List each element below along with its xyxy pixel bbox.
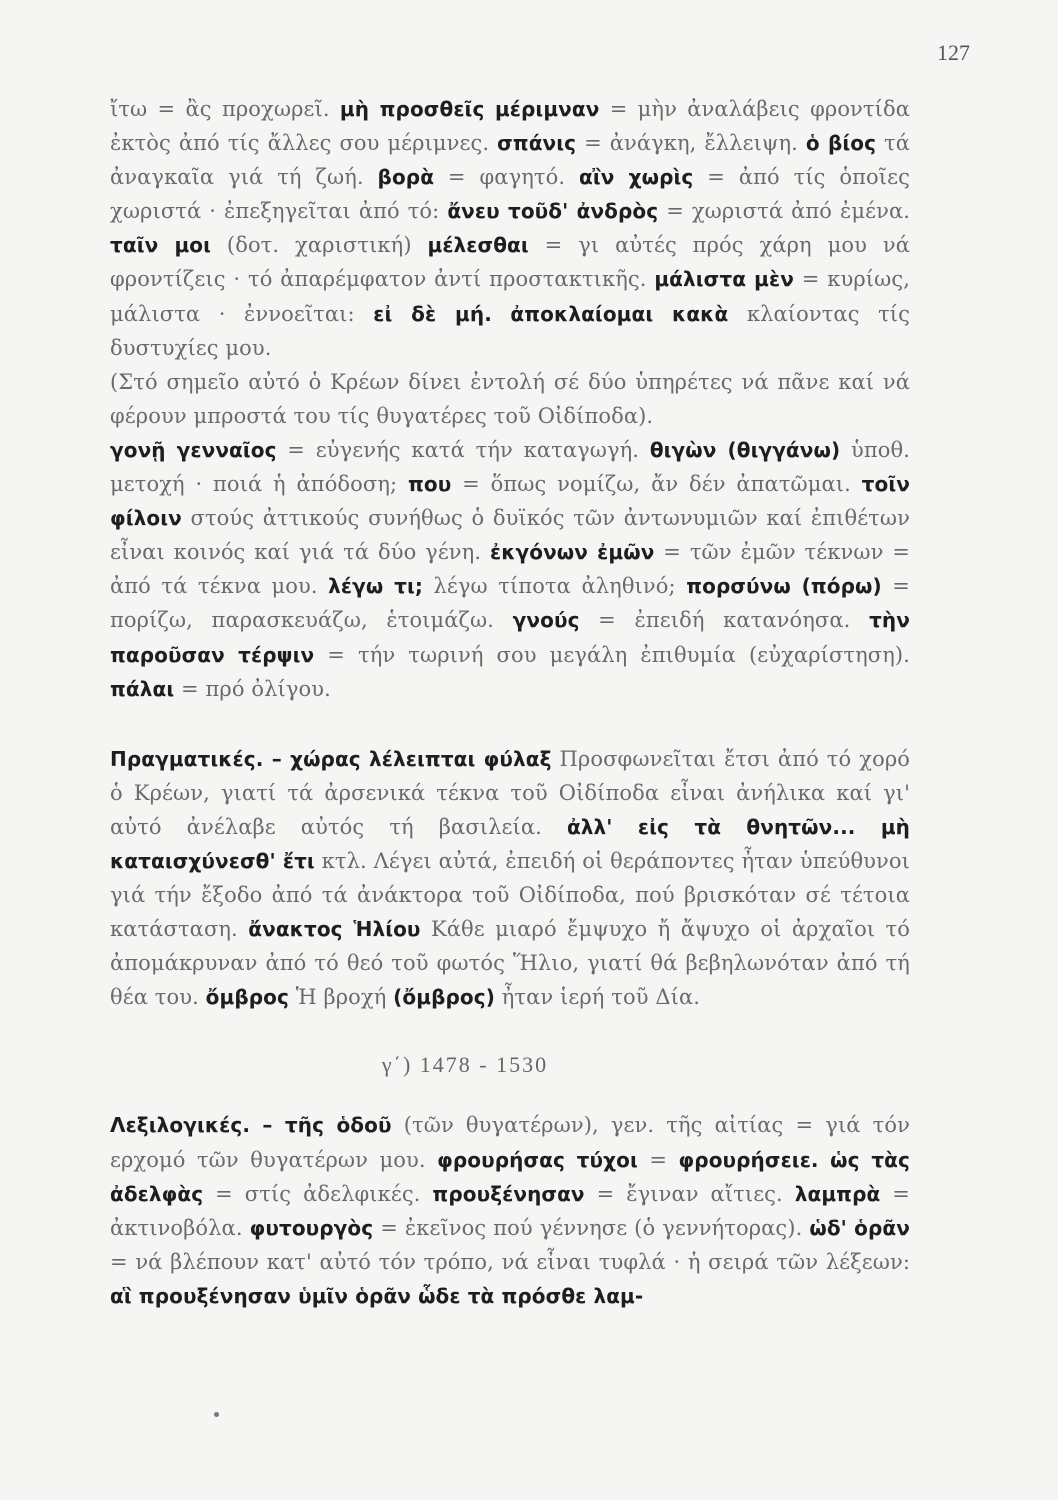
term-bold: ἀποκλαίομαι κακὰ: [510, 301, 729, 326]
term-bold: μὴ προσθεῖς μέριμναν: [339, 97, 600, 121]
term-bold: πορσύνω (πόρω): [686, 574, 882, 599]
page-content: [110, 92, 910, 1313]
text-run: = πρό ὀλίγου.: [174, 676, 331, 701]
text-run: [819, 1148, 830, 1172]
term-bold: ὁ βίος: [805, 131, 877, 156]
text-run: = ἀνάγκη, ἔλλειψη.: [576, 131, 806, 156]
text-run: (τῶν θυγατέρων), γεν. τῆς αἰτίας = γιά τόν ερχομό τῶν θυγατέρων μου.: [110, 1113, 910, 1172]
text-run: ἦταν ἱερή τοῦ Δία.: [494, 985, 701, 1010]
paragraph-lexical-notes-3: [110, 1108, 910, 1313]
term-bold: ἀλλ' εἰς τὰ θνητῶν... μὴ καταισχύνεσθ' ἔτι: [110, 814, 910, 873]
text-run: ὑποθ. μετοχή · ποιά ἡ ἀπόδοση;: [110, 437, 910, 497]
term-bold: γνούς: [512, 608, 580, 633]
term-bold: φρουρήσειε.: [678, 1147, 819, 1172]
term-bold: τῆς ὁδοῦ: [284, 1113, 392, 1138]
spacer: [110, 1082, 910, 1108]
term-bold: προυξένησαν: [432, 1181, 585, 1206]
paragraph-lexical-notes-1: [110, 92, 910, 365]
ink-speck: [214, 1412, 219, 1417]
paragraph-factual-notes: [110, 742, 910, 1015]
term-bold: μέλεσθαι: [427, 233, 529, 258]
term-bold: τοῖν φίλοιν: [110, 472, 910, 531]
term-bold: γονῇ γενναῖος: [110, 437, 277, 462]
text-run: Κάθε μιαρό ἔμψυχο ἤ ἄψυχο οἱ ἀρχαῖοι τό ἀπομάκρυναν ἀπό τό θεό τοῦ φωτός Ἥλιο, γιατί θά βεβηλωνόταν ἀπό τή θέα του.: [110, 917, 911, 1010]
term-bold: (ὄμβρος): [393, 985, 495, 1010]
text-run: (δοτ. χαριστική): [211, 233, 428, 258]
term-bold: ὡς τὰς ἀδελφὰς: [110, 1147, 910, 1206]
text-run: = τῶν ἐμῶν τέκνων = ἀπό τά τέκνα μου.: [110, 540, 910, 599]
text-run: ἴτω: [110, 97, 148, 121]
term-bold: ταῖν μοι: [110, 233, 212, 258]
term-bold: αἲν χωρὶς: [579, 165, 694, 190]
term-bold: βορὰ: [377, 165, 435, 190]
text-run: = μὴν ἀναλάβεις φροντίδα ἐκτὸς ἀπό τίς ἄλλες σου μέριμνες.: [110, 97, 910, 156]
text-run: =: [637, 1147, 679, 1172]
text-run: στούς ἀττικούς συνήθως ὁ δυϊκός τῶν ἀντωνυμιῶν καί ἐπιθέτων εἶναι κοινός καί γιά τά δύο γένη.: [110, 506, 910, 565]
term-bold: πάλαι: [110, 676, 175, 701]
term-bold: που: [408, 472, 452, 497]
term-bold: ὄμβρος: [205, 985, 289, 1010]
term-bold: αἳ προυξένησαν ὑμῖν ὁρᾶν ὧδε τὰ πρόσθε λαμ-: [110, 1283, 644, 1308]
text-run: = εὐγενής κατά τήν καταγωγή.: [276, 437, 650, 462]
text-run: = ἀκτινοβόλα.: [110, 1181, 910, 1240]
text-run: Ἡ βροχή: [288, 985, 394, 1010]
text-run: = πορίζω, παρασκευάζω, ἑτοιμάζω.: [110, 574, 910, 633]
paragraph-stage-direction: (Στό σημεῖο αὐτό ὁ Κρέων δίνει ἐντολή σέ δύο ὑπηρέτες νά πᾶνε καί νά φέρουν μπροστά του τίς θυγατέρες τοῦ Οἰδίποδα).: [110, 369, 910, 428]
text-run: = ἂς προχωρεῖ.: [147, 97, 340, 121]
term-bold: ἄνακτος Ἡλίου: [248, 917, 421, 942]
section-heading: γ΄) 1478 - 1530: [381, 1052, 549, 1078]
spacer: [110, 706, 910, 742]
text-run: Προσφωνεῖται ἔτσι ἀπό τό χορό ὁ Κρέων, γιατί τά ἀρσενικά τέκνα τοῦ Οἰδίποδα εἶναι ἀνήλικα καί γι' αὐτό ἀνέλαβε αὐτός τή βασιλεία.: [110, 746, 911, 839]
term-bold: λέγω τι;: [328, 574, 423, 599]
text-run: = ἀπό τίς ὁποῖες χωριστά · ἐπεξηγεῖται ἀπό τό:: [110, 165, 910, 224]
term-bold: εἰ δὲ μή.: [373, 301, 492, 326]
text-run: κτλ. Λέγει αὐτά, ἐπειδή οἱ θεράποντες ἦταν ὑπεύθυνοι γιά τήν ἔξοδο ἀπό τά ἀνάκτορα τοῦ Οἰδίποδα, πού βρισκόταν σέ τέτοια κατάσταση.: [110, 848, 910, 942]
term-bold: μάλιστα μὲν: [654, 267, 794, 292]
text-run: = γι αὐτές πρός χάρη μου νά φροντίζεις · τό ἀπαρέμφατον ἀντί προστακτικῆς.: [110, 233, 910, 292]
text-run: = κυρίως, μάλιστα · ἐννοεῖται:: [110, 267, 910, 326]
paragraph-lexical-notes-2: [110, 433, 910, 706]
text-run: [492, 302, 511, 326]
page-number: 127: [937, 40, 970, 65]
term-bold: ἐκγόνων ἐμῶν: [489, 540, 655, 565]
term-bold: σπάνις: [497, 131, 577, 156]
term-bold: Λεξιλογικές. –: [110, 1113, 285, 1138]
term-bold: θιγὼν (θιγγάνω): [649, 437, 841, 462]
text-run: = τήν τωρινή σου μεγάλη ἐπιθυμία (εὐχαρίστηση).: [314, 642, 910, 667]
term-bold: χώρας λέλειπται φύλαξ: [290, 746, 552, 771]
text-run: κλαίοντας τίς δυστυχίες μου.: [110, 301, 910, 360]
text-run: = ἔγιναν αἴτιες.: [584, 1181, 795, 1206]
spacer: [110, 1014, 910, 1040]
term-bold: ὡδ' ὁρᾶν: [809, 1215, 910, 1240]
term-bold: Πραγματικές. –: [110, 746, 291, 771]
text-run: = ὅπως νομίζω, ἄν δέν ἀπατῶμαι.: [451, 472, 862, 497]
text-run: = στίς ἀδελφικές.: [203, 1181, 433, 1206]
term-bold: φρουρήσας τύχοι: [437, 1147, 638, 1172]
term-bold: ἄνευ τοῦδ' ἀνδρὸς: [447, 199, 659, 224]
text-run: = ἐπειδή κατανόησα.: [579, 608, 870, 633]
term-bold: λαμπρὰ: [794, 1181, 881, 1206]
text-run: = φαγητό.: [434, 165, 580, 190]
term-bold: τὴν παροῦσαν τέρψιν: [110, 608, 910, 667]
text-run: τά ἀναγκαῖα γιά τή ζωή.: [110, 131, 910, 190]
text-run: = ἐκεῖνος πού γέννησε (ὁ γεννήτορας).: [373, 1215, 810, 1240]
text-run: = νά βλέπουν κατ' αὐτό τόν τρόπο, νά εἶναι τυφλά · ἡ σειρά τῶν λέξεων:: [110, 1249, 910, 1274]
term-bold: φυτουργὸς: [249, 1215, 374, 1240]
text-run: = χωριστά ἀπό ἐμένα.: [658, 199, 910, 224]
text-run: λέγω τίποτα ἀληθινό;: [422, 574, 687, 599]
